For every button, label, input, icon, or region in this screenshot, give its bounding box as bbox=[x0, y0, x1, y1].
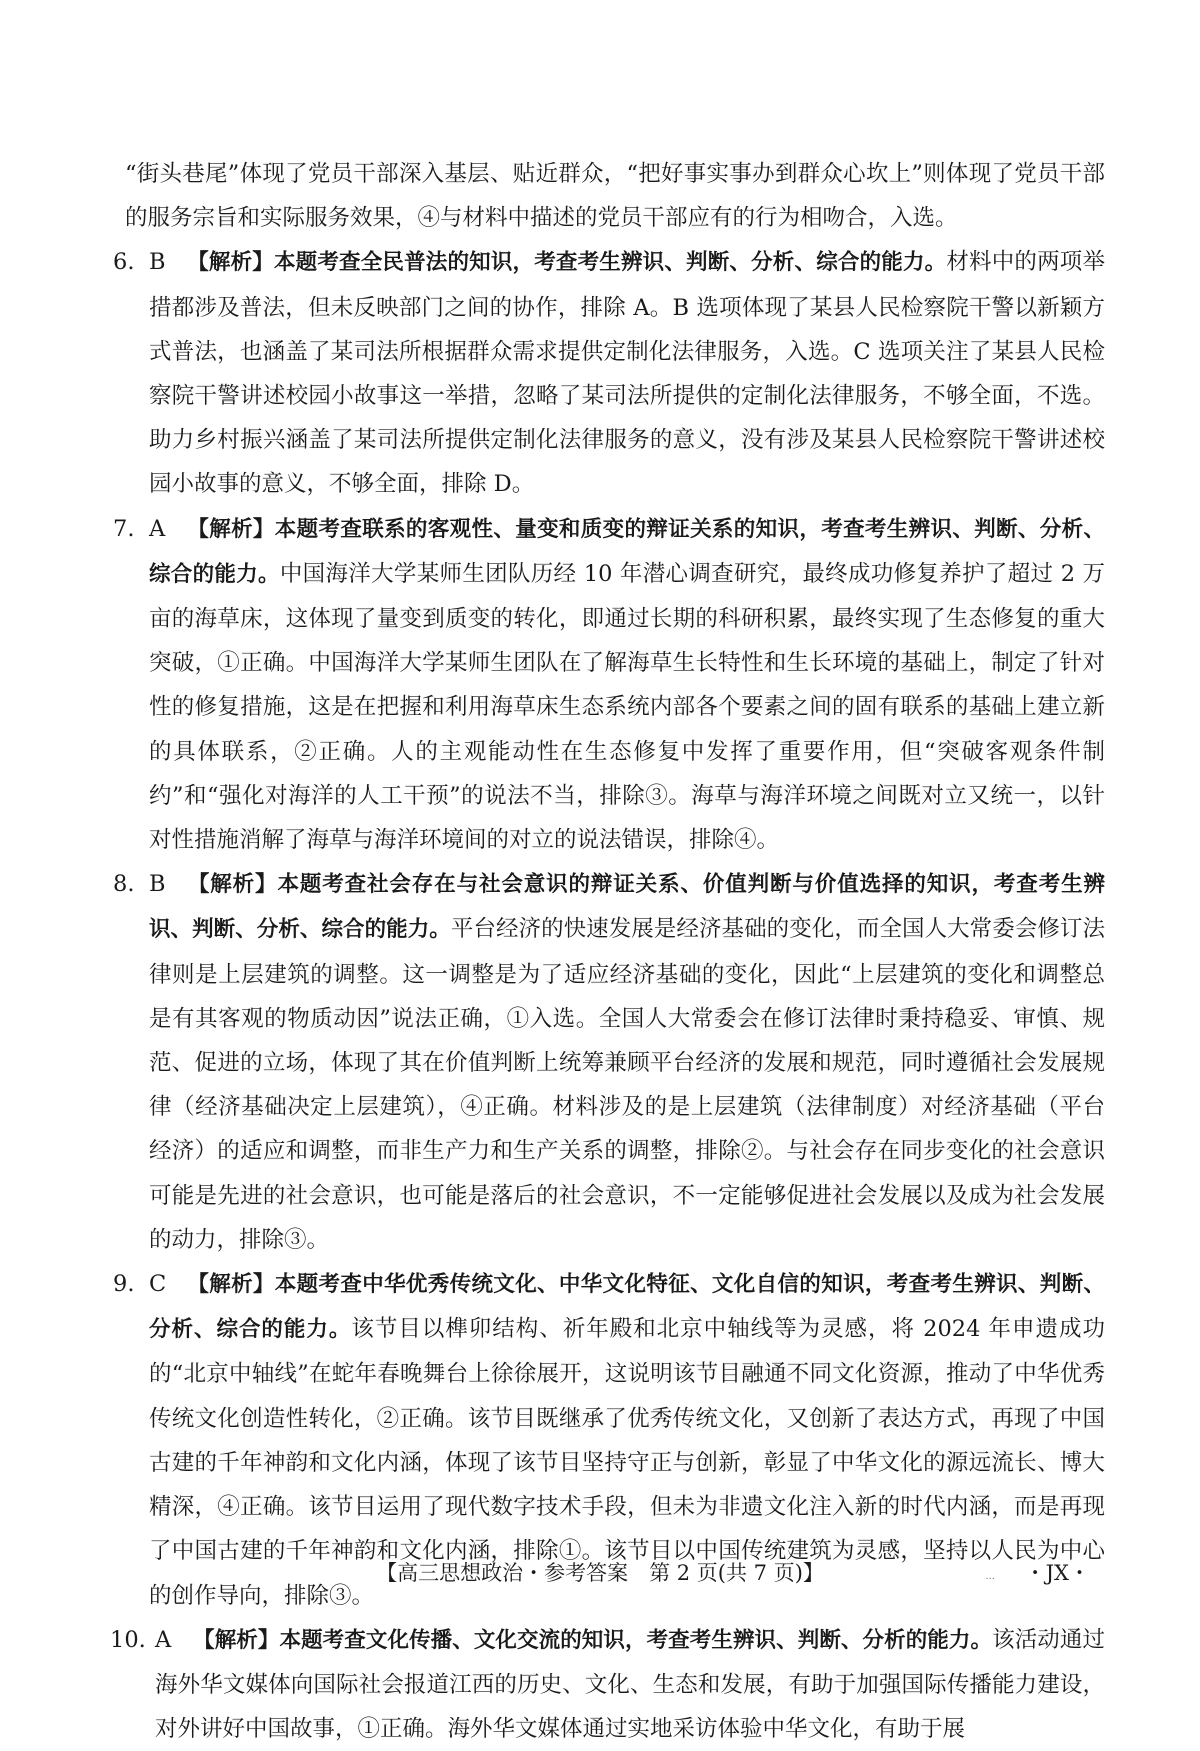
answer-item-6 bbox=[113, 240, 1105, 506]
answer-explanations bbox=[110, 152, 1105, 1751]
answer-letter: B bbox=[149, 871, 166, 898]
item-number: 8. bbox=[113, 871, 135, 898]
answer-item-10 bbox=[110, 1618, 1105, 1751]
analysis-body: 该节目以榫卯结构、祈年殿和北京中轴线等为灵感，将 2024 年申遗成功的“北京中轴线”在蛇年春晚舞台上徐徐展开，这说明该节目融通不同文化资源，推动了中华优秀传统文化创造性转化，②正确。该节目既继承了优秀传统文化，又创新了表达方式，再现了中国古建的千年神韵和文化内涵，体现了该节目坚持守正与创新，彰显了中华文化的源远流长、博大精深，④正确。该节目运用了现代数字技术手段，但未为非遗文化注入新的时代内涵，而是再现了中国古建的千年神韵和文化内涵，排除①。该节目以中国传统建筑为灵感，坚持以人民为中心的创作导向，排除③。 bbox=[149, 1316, 1105, 1609]
item-number: 7. bbox=[113, 515, 135, 542]
footer-code: ・JX・ bbox=[1024, 1561, 1090, 1585]
analysis-lead: 本题考查文化传播、文化交流的知识，考查考生辨识、判断、分析的能力。 bbox=[279, 1627, 993, 1653]
analysis-lead: 本题考查全民普法的知识，考查考生辨识、判断、分析、综合的能力。 bbox=[273, 250, 947, 276]
continued-paragraph: “街头巷尾”体现了党员干部深入基层、贴近群众，“把好事实事办到群众心坎上”则体现了党员干部的服务宗旨和实际服务效果，④与材料中描述的党员干部应有的行为相吻合，入选。 bbox=[125, 161, 1105, 232]
analysis-tag: 【解析】 bbox=[187, 250, 274, 276]
answer-item-7 bbox=[113, 507, 1105, 863]
answer-letter: A bbox=[155, 1626, 172, 1653]
item-number: 9. bbox=[113, 1271, 135, 1298]
answer-letter: C bbox=[149, 1271, 167, 1298]
analysis-body: 中国海洋大学某师生团队历经 10 年潜心调查研究，最终成功修复养护了超过 2 万亩的海草床，这体现了量变到质变的转化，即通过长期的科研积累，最终实现了生态修复的重大突破，①正确。中国海洋大学某师生团队在了解海草生长特性和生长环境的基础上，制定了针对性的修复措施，这是在把握和利用海草床生态系统内部各个要素之间的固有联系的基础上建立新的具体联系，②正确。人的主观能动性在生态修复中发挥了重要作用，但“突破客观条件制约”和“强化对海洋的人工干预”的说法不当，排除③。海草与海洋环境之间既对立又统一，以针对性措施消解了海草与海洋环境间的对立的说法错误，排除④。 bbox=[149, 560, 1105, 854]
item-number: 6. bbox=[113, 249, 135, 276]
footer-dots: ... bbox=[985, 1571, 995, 1582]
analysis-body: 该活动通过海外华文媒体向国际社会报道江西的历史、文化、生态和发展，有助于加强国际传播能力建设，对外讲好中国故事，①正确。海外华文媒体通过实地采访体验中华文化，有助于展 bbox=[155, 1626, 1105, 1743]
analysis-tag: 【解析】 bbox=[187, 1272, 275, 1298]
answer-letter: A bbox=[149, 515, 166, 542]
analysis-body: 平台经济的快速发展是经济基础的变化，而全国人大常委会修订法律则是上层建筑的调整。这一调整是为了适应经济基础的变化，因此“上层建筑的变化和调整总是有其客观的物质动因”说法正确，①入选。全国人大常委会在修订法律时秉持稳妥、审慎、规范、促进的立场，体现了其在价值判断上统筹兼顾平台经济的发展和规范，同时遵循社会发展规律（经济基础决定上层建筑），④正确。材料涉及的是上层建筑（法律制度）对经济基础（平台经济）的适应和调整，而非生产力和生产关系的调整，排除②。与社会存在同步变化的社会意识可能是先进的社会意识，也可能是落后的社会意识，不一定能够促进社会发展以及成为社会发展的动力，排除③。 bbox=[149, 916, 1105, 1253]
answer-letter: B bbox=[149, 249, 166, 276]
page-footer: 【高三思想政治・参考答案 第 2 页(共 7 页)】 bbox=[376, 1561, 824, 1585]
analysis-lead: 本题考查联系的客观性、量变和质变的辩证关系的知识，考查考生辨识、判断、分析、综合的能力。 bbox=[149, 516, 1105, 587]
analysis-lead: 本题考查社会存在与社会意识的辩证关系、价值判断与价值选择的知识，考查考生辨识、判断、分析、综合的能力。 bbox=[149, 872, 1105, 943]
analysis-body: 材料中的两项举措都涉及普法，但未反映部门之间的协作，排除 A。B 选项体现了某县人民检察院干警以新颖方式普法，也涵盖了某司法所根据群众需求提供定制化法律服务，入选。C 选项关注了某县人民检察院干警讲述校园小故事这一举措，忽略了某司法所提供的定制化法律服务，不够全面，不选。助力乡村振兴涵盖了某司法所提供定制化法律服务的意义，没有涉及某县人民检察院干警讲述校园小故事的意义，不够全面，排除 D。 bbox=[149, 249, 1105, 498]
analysis-tag: 【解析】 bbox=[187, 516, 275, 542]
analysis-tag: 【解析】 bbox=[193, 1627, 280, 1653]
answer-item-8 bbox=[113, 862, 1105, 1262]
analysis-tag: 【解析】 bbox=[187, 872, 278, 898]
analysis-lead: 本题考查中华优秀传统文化、中华文化特征、文化自信的知识，考查考生辨识、判断、分析、综合的能力。 bbox=[149, 1272, 1105, 1343]
item-number: 10. bbox=[110, 1626, 146, 1653]
